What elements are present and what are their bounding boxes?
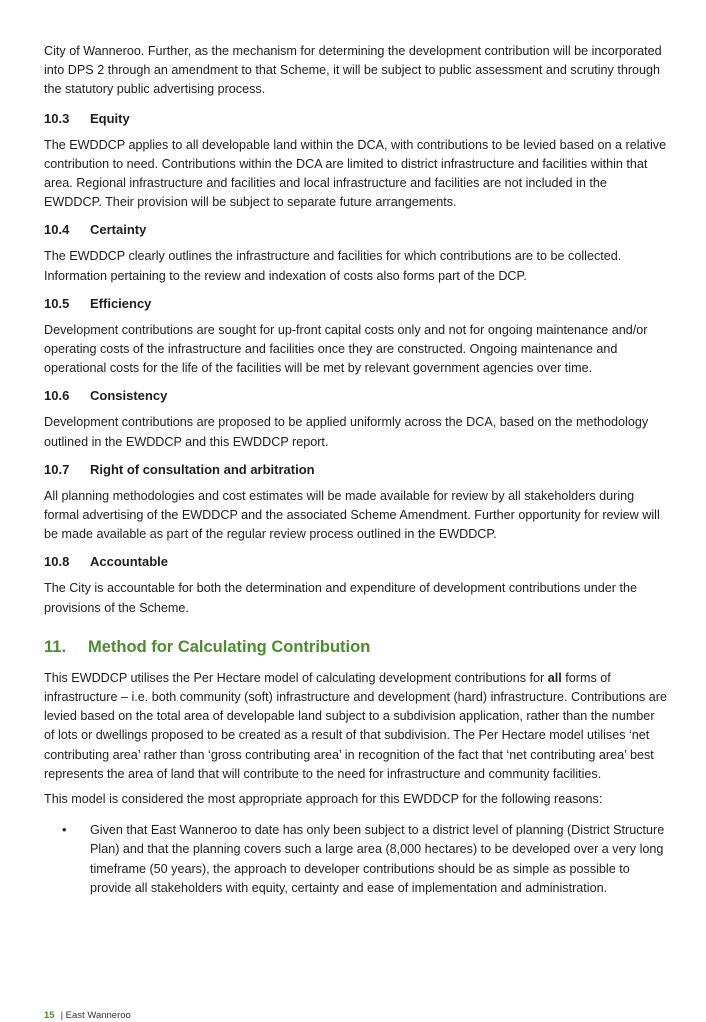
section-body: Development contributions are sought for up-front capital costs only and not for ongoing maintenance and/or operating costs of the infrastructure and facilities once they are constructed. Ongoing maintenance and operational costs for the life of the facilities will be met by relevant government agencies over time. bbox=[44, 322, 648, 376]
section-10-7 bbox=[44, 461, 668, 545]
document-page bbox=[44, 42, 668, 898]
section-10-8 bbox=[44, 553, 668, 617]
reasons-intro-paragraph: This model is considered the most appropriate approach for this EWDDCP for the following reasons: bbox=[44, 792, 603, 807]
paragraph-text: forms of infrastructure – i.e. both community (soft) infrastructure and development (hard) infrastructure. Contributions are levied based on the total area of developable land subject to a subdivision application, rather than the number of lots or dwellings proposed to be created as a result of that subdivision. The Per Hectare model utilises ‘net contributing area’ rather than ‘gross contributing area’ in recognition of the fact that ‘net contributing area’ best represents the area of land that will contribute to the need for infrastructure and community facilities. bbox=[44, 670, 667, 781]
method-paragraph bbox=[44, 669, 668, 784]
section-number: 10.3 bbox=[44, 110, 70, 126]
section-heading bbox=[44, 221, 668, 239]
bullet-icon: • bbox=[62, 823, 67, 838]
section-body: All planning methodologies and cost estimates will be made available for review by all stakeholders during formal advertising of the EWDDCP and the associated Scheme Amendment. Further opportunity for review will be made available as part of the regular review process outlined in the EWDDCP. bbox=[44, 488, 660, 542]
section-number: 10.5 bbox=[44, 295, 70, 311]
section-title: Equity bbox=[90, 110, 130, 126]
section-title: Right of consultation and arbitration bbox=[90, 461, 315, 477]
section-number: 10.6 bbox=[44, 388, 70, 404]
section-number: 10.8 bbox=[44, 554, 70, 570]
section-title: Certainty bbox=[90, 222, 147, 238]
section-number: 10.7 bbox=[44, 461, 70, 477]
footer-title: | East Wanneroo bbox=[60, 1010, 131, 1021]
section-body: The EWDDCP applies to all developable land within the DCA, with contributions to be levied based on a relative contribution to need. Contributions within the DCA are limited to district infrastructure and facilities within that area. Regional infrastructure and facilities and local infrastructure and facilities are not included in the EWDDCP. Their provision will be subject to separate future arrangements. bbox=[44, 137, 667, 210]
list-item-text: Given that East Wanneroo to date has only been subject to a district level of planning (District Structure Plan) and that the planning covers such a large area (8,000 hectares) to be developed over a very long timeframe (50 years), the approach to developer contributions should be as simple as possible to provide all stakeholders with equity, certainty and ease of implementation and administration. bbox=[90, 823, 665, 895]
list-item bbox=[44, 821, 668, 898]
section-title: Consistency bbox=[90, 388, 168, 404]
section-body: Development contributions are proposed to be applied uniformly across the DCA, based on the methodology outlined in the EWDDCP and this EWDDCP report. bbox=[44, 415, 649, 449]
section-10-4 bbox=[44, 221, 668, 285]
heading-number: 11. bbox=[44, 637, 67, 656]
intro-paragraph: City of Wanneroo. Further, as the mechanism for determining the development contribution will be incorporated into DPS 2 through an amendment to that Scheme, it will be subject to public assessment and scrutiny through the statutory public advertising process. bbox=[44, 44, 662, 97]
reasons-list bbox=[44, 821, 668, 898]
page-number: 15 bbox=[44, 1010, 55, 1021]
section-10-6 bbox=[44, 387, 668, 451]
section-body: The EWDDCP clearly outlines the infrastructure and facilities for which contributions are to be collected. Information pertaining to the review and indexation of costs also forms part of the DCP. bbox=[44, 249, 622, 283]
section-heading bbox=[44, 110, 668, 128]
method-heading bbox=[44, 636, 668, 658]
page-footer bbox=[44, 1010, 131, 1022]
section-10-3 bbox=[44, 110, 668, 213]
heading-title: Method for Calculating Contribution bbox=[88, 637, 371, 656]
section-heading bbox=[44, 461, 668, 479]
paragraph-text: This EWDDCP utilises the Per Hectare model of calculating development contributions for bbox=[44, 670, 548, 685]
section-10-5 bbox=[44, 295, 668, 379]
emphasis-text: all bbox=[547, 670, 562, 685]
section-heading bbox=[44, 553, 668, 571]
section-heading bbox=[44, 295, 668, 313]
section-body: The City is accountable for both the determination and expenditure of development contributions under the provisions of the Scheme. bbox=[44, 581, 637, 615]
section-heading bbox=[44, 387, 668, 405]
section-title: Accountable bbox=[90, 554, 169, 570]
section-number: 10.4 bbox=[44, 222, 70, 238]
section-title: Efficiency bbox=[90, 295, 152, 311]
